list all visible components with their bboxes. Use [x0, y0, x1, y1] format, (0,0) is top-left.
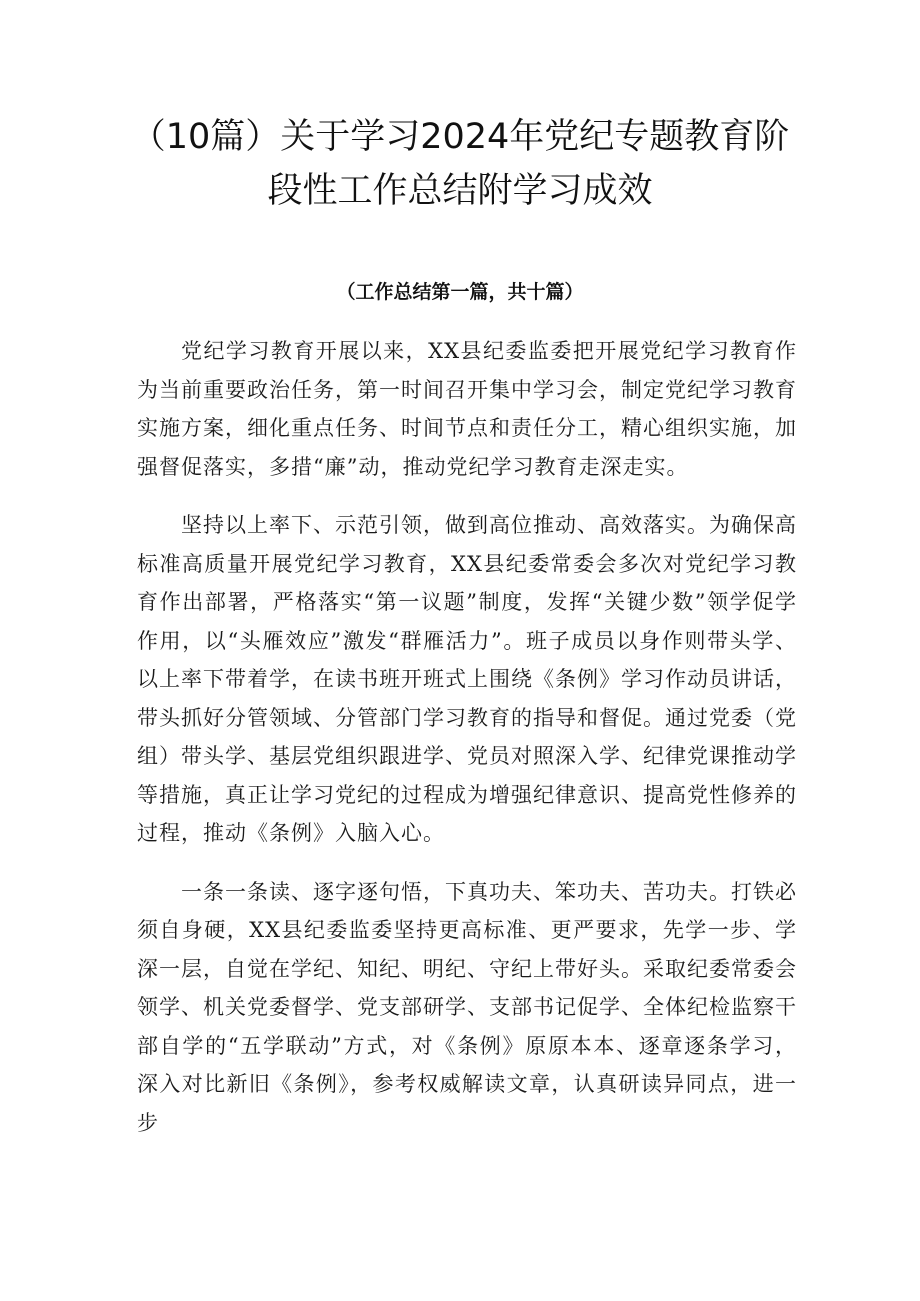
document-title: [100, 110, 820, 218]
paragraph-2: 坚持以上率下、示范引领，做到高位推动、高效落实。为确保高标准高质量开展党纪学习教育，XX县纪委常委会多次对党纪学习教育作出部署，严格落实“第一议题”制度，发挥“关键少数”领学促学作用，以“头雁效应”激发“群雁活力”。班子成员以身作则带头学、以上率下带着学，在读书班开班式上围绕《条例》学习作动员讲话，带头抓好分管领域、分管部门学习教育的指导和督促。通过党委（党组）带头学、基层党组织跟进学、党员对照深入学、纪律党课推动学等措施，真正让学习党纪的过程成为增强纪律意识、提高党性修养的过程，推动《条例》入脑入心。: [137, 513, 797, 845]
title-line-1: （10篇）关于学习2024年党纪专题教育阶: [130, 117, 790, 157]
paragraph-3: 一条一条读、逐字逐句悟，下真功夫、笨功夫、苦功夫。打铁必须自身硬，XX县纪委监委坚持更高标准、更严要求，先学一步、学深一层，自觉在学纪、知纪、明纪、守纪上带好头。采取纪委常委会领学、机关党委督学、党支部研学、支部书记促学、全体纪检监察干部自学的“五学联动”方式，对《条例》原原本本、逐章逐条学习，深入对比新旧《条例》，参考权威解读文章，认真研读异同点，进一步: [137, 879, 797, 1135]
paragraph-1: 党纪学习教育开展以来，XX县纪委监委把开展党纪学习教育作为当前重要政治任务，第一时间召开集中学习会，制定党纪学习教育实施方案，细化重点任务、时间节点和责任分工，精心组织实施，加强督促落实，多措“廉”动，推动党纪学习教育走深走实。: [137, 339, 797, 479]
title-line-2: 段性工作总结附学习成效: [267, 171, 653, 211]
document-body: [137, 332, 797, 1162]
document-subtitle: （工作总结第一篇，共十篇）: [336, 281, 584, 303]
